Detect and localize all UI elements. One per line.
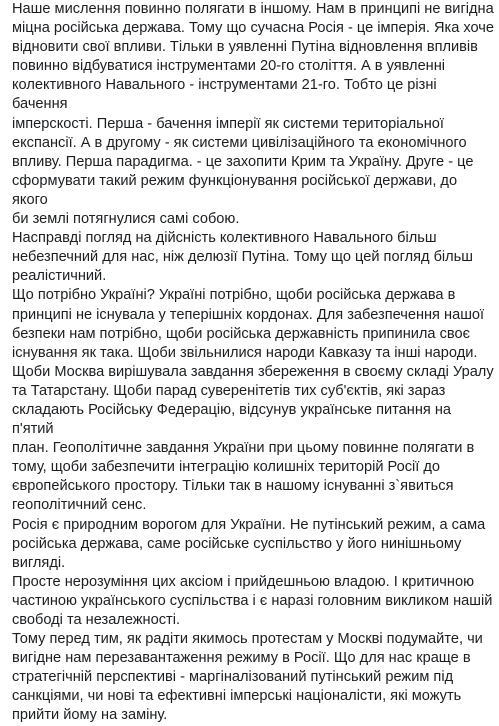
paragraph-misunderstanding: Просте нерозуміння цих аксіом і прийдешньою владою. І критичною частиною українського суспільства і є наразі головним викликом нашій свободі та незалежності.: [12, 573, 493, 628]
paragraph-imperial-thinking: Наше мислення повинно полягати в іншому. Нам в принципі не вигідна міцна російська держава. Тому що сучасна Росія - це імперія. Яка хоче відновити свої впливи. Тільки в уявленні Путіна відновлення впливів повинно відбуватися інструментами 20-го століття. А в уявленні колективного Навального - інструментами 21-го. Тобто це різні бачення імперскості. Перша - бачення імперії як системи територіальної експансії. А в другому - як системи цивілізаційного та економічного впливу. Перша парадигма. - це захопити Крим та Україну. Друге - це сформувати такий режим функціонування російської держави, до якого би землі потягнулися самі собою.: [12, 1, 495, 228]
paragraph-protests-moscow: Тому перед тим, як радіти якимось протестам у Москві подумайте, чи вигідне нам перезавантаження режиму в Росії. Що для нас краще в стратегічній перспективі - маргіналізований путінський режим під санкціями, чи нові та ефективні імперські націоналісти, які можуть прийти йому на заміну.: [12, 631, 483, 724]
paragraph-what-ukraine-needs: Що потрібно Україні? Україні потрібно, щоби російська держава в принципі не існувала у теперішніх кордонах. Для забезпечення нашої безпеки нам потрібно, щоби російська державність припинила своє існування як така. Щоби звільнилися народи Кавказу та інші народи. Щоби Москва вирішувала завдання збереження в своєму складі Уралу та Татарстану. Щоби парад суверенітетів тих суб'єктів, які зараз складають Російську Федерацію, відсунув українське питання на п'ятий план. Геополітичне завдання України при цьому повинне полягати в тому, щоби забезпечити інтеграцію колишніх територій Росії до європейського простору. Тільки так в нашому існуванні з`явиться геополітичний сенс.: [12, 287, 494, 514]
paragraph-natural-enemy: Росія є природним ворогом для України. Не путінський режим, а сама російська держава, саме російське суспільство у його нинішньому вигляді.: [12, 516, 486, 571]
paragraph-navalny-view: Насправді погляд на дійсність колективного Навального більш небезпечний для нас, ніж делюзії Путіна. Тому що цей погляд більш реалістичний.: [12, 230, 473, 285]
